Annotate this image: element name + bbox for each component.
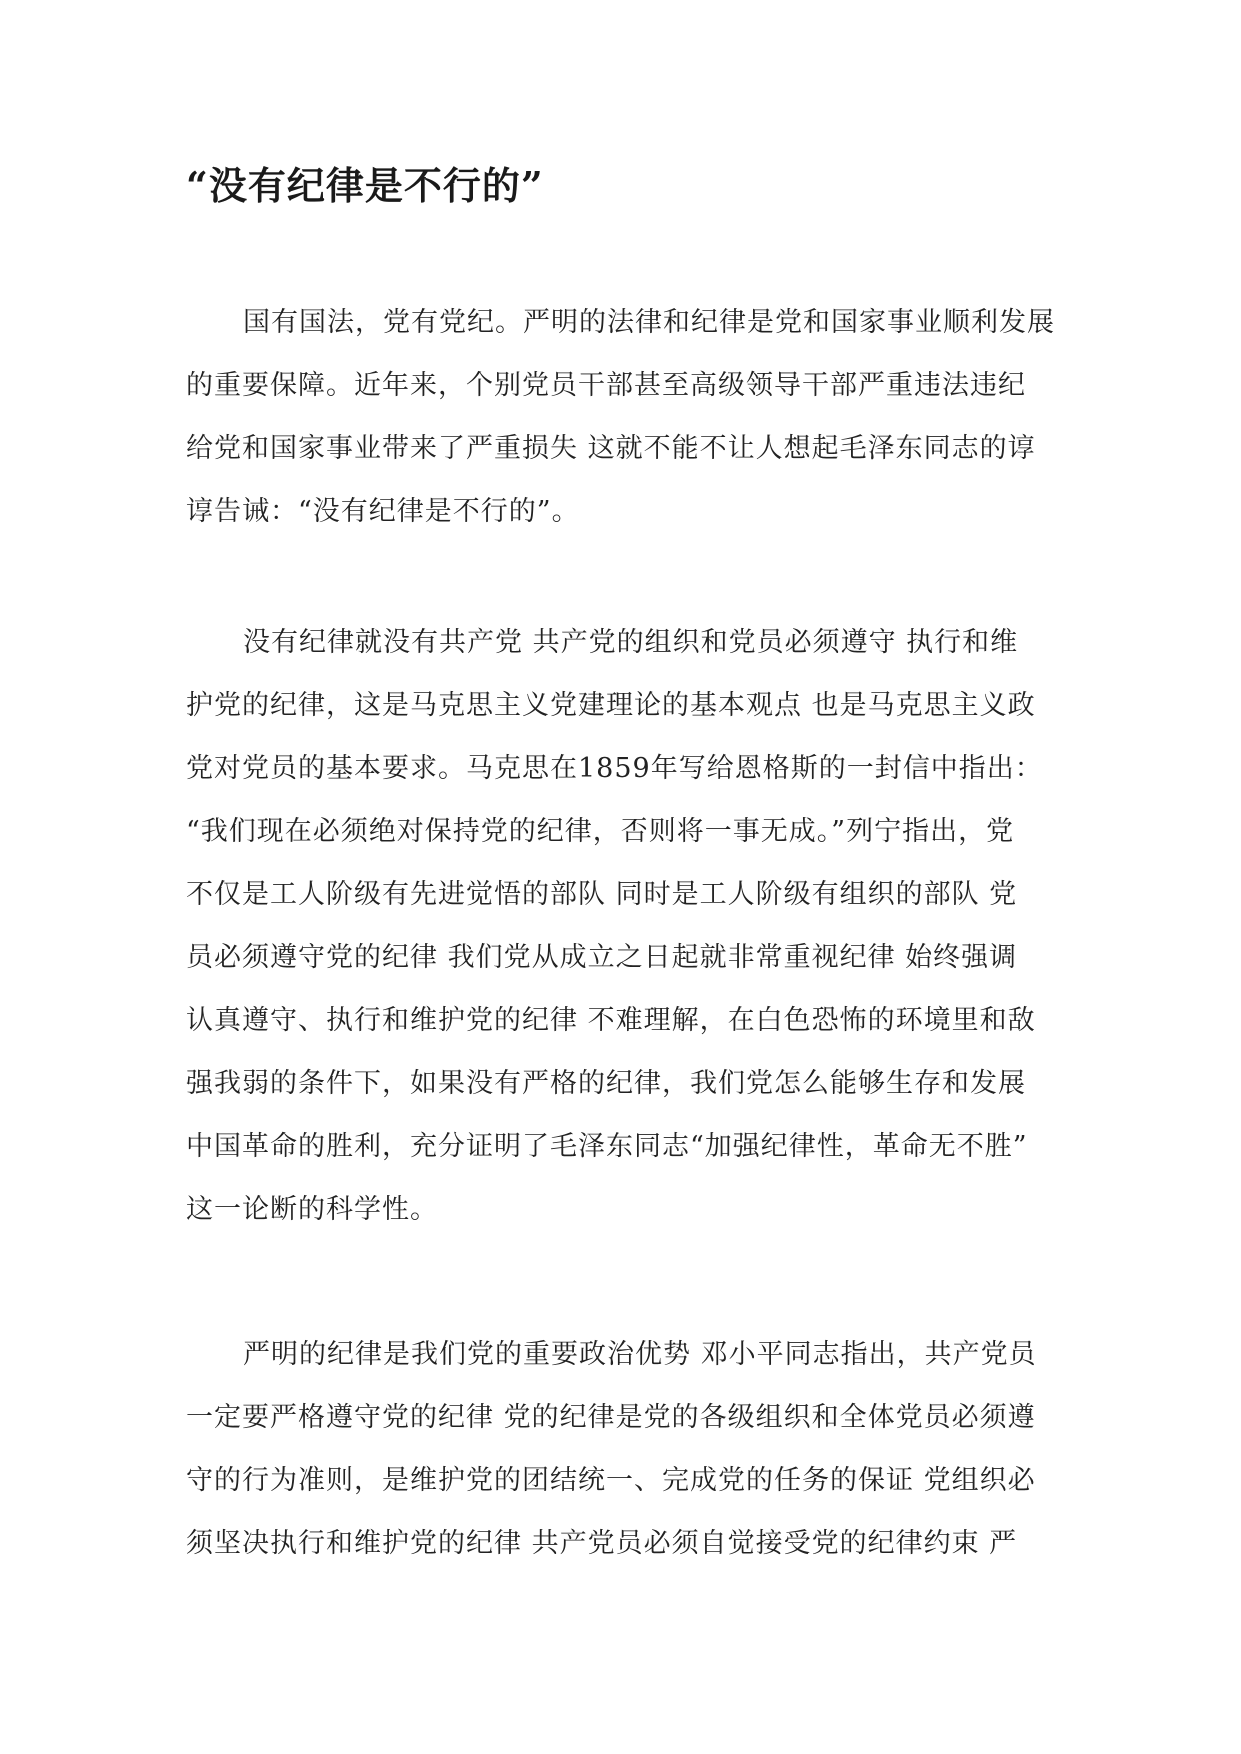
paragraph-line: “我们现在必须绝对保持党的纪律，否则将一事无成。”列宁指出，党	[186, 816, 1015, 847]
paragraph-line: 严明的纪律是我们党的重要政治优势 邓小平同志指出，共产党员	[243, 1339, 1037, 1370]
paragraph-line: 强我弱的条件下，如果没有严格的纪律，我们党怎么能够生存和发展	[186, 1068, 1026, 1099]
paragraph-line: 给党和国家事业带来了严重损失 这就不能不让人想起毛泽东同志的谆	[186, 433, 1036, 464]
paragraph-line: 一定要严格遵守党的纪律 党的纪律是党的各级组织和全体党员必须遵	[186, 1402, 1036, 1433]
paragraph-line: 中国革命的胜利，充分证明了毛泽东同志“加强纪律性，革命无不胜”	[186, 1131, 1028, 1162]
paragraph-line: 守的行为准则，是维护党的团结统一、完成党的任务的保证 党组织必	[186, 1465, 1036, 1496]
paragraph-line: 员必须遵守党的纪律 我们党从成立之日起就非常重视纪律 始终强调	[186, 942, 1018, 973]
paragraph-line: 须坚决执行和维护党的纪律 共产党员必须自觉接受党的纪律约束 严	[186, 1528, 1018, 1559]
paragraph-line: 认真遵守、执行和维护党的纪律 不难理解，在白色恐怖的环境里和敌	[186, 1005, 1036, 1036]
document-title: “没有纪律是不行的”	[186, 163, 544, 208]
paragraph-line: 的重要保障。近年来，个别党员干部甚至高级领导干部严重违法违纪	[186, 370, 1026, 401]
paragraph-line: 护党的纪律，这是马克思主义党建理论的基本观点 也是马克思主义政	[186, 690, 1036, 721]
paragraph-line: 不仅是工人阶级有先进觉悟的部队 同时是工人阶级有组织的部队 党	[186, 879, 1018, 910]
paragraph-line: 没有纪律就没有共产党 共产党的组织和党员必须遵守 执行和维	[243, 627, 1019, 658]
paragraph-line: 国有国法，党有党纪。严明的法律和纪律是党和国家事业顺利发展	[243, 307, 1055, 338]
paragraph-2	[186, 611, 1086, 1241]
paragraph-1	[186, 291, 1086, 543]
paragraph-line: 党对党员的基本要求。马克思在1859年写给恩格斯的一封信中指出：	[186, 753, 1043, 784]
paragraph-line: 谆告诫：“没有纪律是不行的”。	[186, 496, 580, 527]
paragraph-3	[186, 1323, 1086, 1575]
paragraph-line: 这一论断的科学性。	[186, 1194, 438, 1225]
